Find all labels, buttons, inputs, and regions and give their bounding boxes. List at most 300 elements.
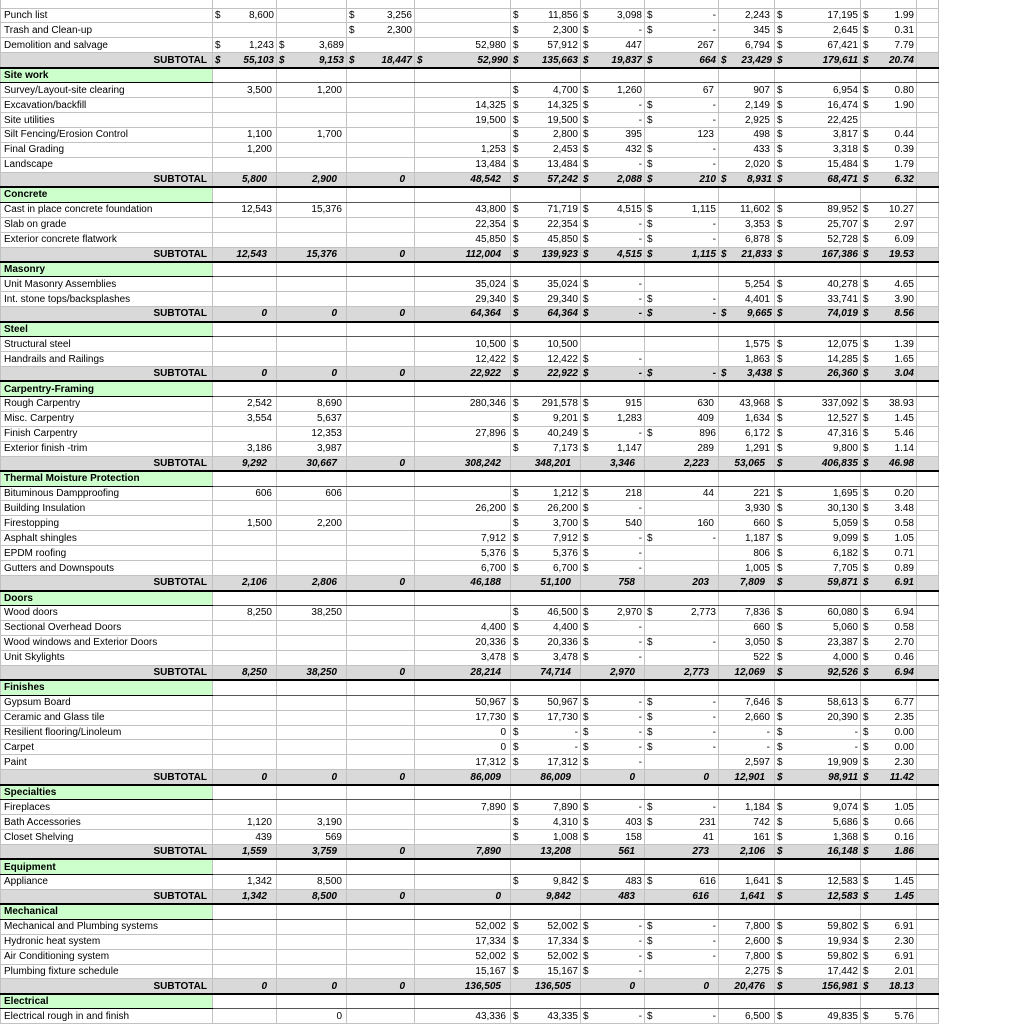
empty-cell[interactable] — [917, 800, 939, 815]
cell[interactable] — [775, 38, 861, 53]
cell[interactable] — [511, 98, 581, 113]
cell[interactable] — [775, 98, 861, 113]
cell[interactable] — [775, 411, 861, 426]
cell[interactable]: 43,800 — [415, 202, 511, 217]
cell[interactable] — [861, 38, 917, 53]
cell[interactable] — [415, 411, 511, 426]
subtotal-cell[interactable] — [861, 845, 917, 860]
section-header-label[interactable]: Concrete — [1, 187, 213, 202]
empty-cell[interactable] — [917, 815, 939, 830]
cell[interactable] — [775, 83, 861, 98]
cell[interactable]: 409 — [645, 411, 719, 426]
subtotal-cell[interactable] — [415, 53, 511, 68]
cell[interactable] — [213, 949, 277, 964]
cell[interactable] — [415, 8, 511, 23]
cell[interactable] — [581, 277, 645, 292]
cell[interactable] — [581, 874, 645, 889]
cell[interactable]: 606 — [213, 486, 277, 501]
cell[interactable] — [277, 187, 347, 202]
cell[interactable] — [213, 8, 277, 23]
empty-cell[interactable] — [917, 322, 939, 337]
cell[interactable] — [511, 755, 581, 770]
empty-cell[interactable] — [917, 83, 939, 98]
empty-cell[interactable] — [917, 665, 939, 680]
subtotal-cell[interactable]: 136,505 — [415, 979, 511, 994]
cell[interactable] — [213, 1009, 277, 1024]
cell[interactable] — [511, 695, 581, 710]
cell[interactable] — [277, 23, 347, 38]
empty-cell[interactable] — [917, 426, 939, 441]
cell[interactable]: 7,912 — [415, 531, 511, 546]
cell[interactable] — [347, 426, 415, 441]
empty-cell[interactable] — [917, 217, 939, 232]
cell[interactable]: 38,250 — [277, 606, 347, 621]
cell[interactable]: 345 — [719, 23, 775, 38]
cell[interactable]: 1,500 — [213, 516, 277, 531]
cell[interactable] — [581, 232, 645, 247]
cell[interactable] — [775, 859, 861, 874]
empty-cell[interactable] — [917, 561, 939, 576]
cell[interactable] — [277, 217, 347, 232]
cell[interactable] — [415, 994, 511, 1009]
row-label[interactable]: Site utilities — [1, 113, 213, 128]
cell[interactable] — [861, 994, 917, 1009]
cell[interactable] — [347, 98, 415, 113]
cell[interactable] — [861, 531, 917, 546]
cell[interactable] — [775, 322, 861, 337]
cell[interactable] — [775, 919, 861, 934]
cell[interactable] — [511, 934, 581, 949]
cell[interactable]: 267 — [645, 38, 719, 53]
cell[interactable]: 3,930 — [719, 501, 775, 516]
cell[interactable] — [645, 23, 719, 38]
row-label[interactable]: Building Insulation — [1, 501, 213, 516]
subtotal-cell[interactable] — [347, 53, 415, 68]
cell[interactable]: 29,340 — [415, 292, 511, 307]
cell[interactable] — [277, 232, 347, 247]
cell[interactable] — [581, 292, 645, 307]
cell[interactable]: 6,878 — [719, 232, 775, 247]
cell[interactable]: 522 — [719, 650, 775, 665]
subtotal-cell[interactable] — [861, 665, 917, 680]
cell[interactable] — [347, 620, 415, 635]
cell[interactable]: 0 — [415, 725, 511, 740]
cell[interactable] — [511, 859, 581, 874]
cell[interactable]: 1,200 — [213, 142, 277, 157]
subtotal-cell[interactable]: 30,667 — [277, 456, 347, 471]
cell[interactable] — [861, 0, 917, 8]
cell[interactable] — [347, 710, 415, 725]
cell[interactable] — [213, 23, 277, 38]
cell[interactable]: 14,325 — [415, 98, 511, 113]
cell[interactable] — [277, 591, 347, 606]
cell[interactable] — [511, 38, 581, 53]
cell[interactable] — [347, 292, 415, 307]
cell[interactable] — [277, 157, 347, 172]
subtotal-cell[interactable]: 0 — [415, 889, 511, 904]
cell[interactable]: 630 — [645, 396, 719, 411]
cell[interactable] — [775, 1009, 861, 1024]
subtotal-cell[interactable]: 8,500 — [277, 889, 347, 904]
cell[interactable] — [277, 277, 347, 292]
empty-cell[interactable] — [917, 516, 939, 531]
cell[interactable] — [213, 755, 277, 770]
row-label[interactable]: Exterior concrete flatwork — [1, 232, 213, 247]
cell[interactable] — [511, 800, 581, 815]
cell[interactable] — [415, 591, 511, 606]
cell[interactable] — [213, 337, 277, 352]
cell[interactable] — [719, 994, 775, 1009]
cell[interactable] — [775, 635, 861, 650]
cell[interactable] — [347, 23, 415, 38]
cell[interactable] — [861, 620, 917, 635]
subtotal-cell[interactable] — [719, 307, 775, 322]
cell[interactable]: 1,100 — [213, 128, 277, 143]
cell[interactable] — [581, 441, 645, 456]
cell[interactable] — [645, 620, 719, 635]
cell[interactable] — [775, 800, 861, 815]
cell[interactable] — [645, 859, 719, 874]
cell[interactable] — [347, 68, 415, 83]
cell[interactable] — [277, 262, 347, 277]
cell[interactable] — [511, 874, 581, 889]
cell[interactable]: 3,554 — [213, 411, 277, 426]
cell[interactable] — [581, 859, 645, 874]
cell[interactable] — [645, 964, 719, 979]
empty-cell[interactable] — [917, 68, 939, 83]
cell[interactable] — [277, 949, 347, 964]
row-label[interactable]: Excavation/backfill — [1, 98, 213, 113]
cell[interactable] — [581, 815, 645, 830]
cell[interactable] — [347, 650, 415, 665]
cell[interactable] — [213, 232, 277, 247]
empty-cell[interactable] — [917, 949, 939, 964]
cell[interactable] — [277, 561, 347, 576]
cell[interactable] — [415, 83, 511, 98]
row-label[interactable]: Misc. Carpentry — [1, 411, 213, 426]
cell[interactable]: 221 — [719, 486, 775, 501]
cell[interactable] — [861, 113, 917, 128]
row-label[interactable] — [1, 0, 213, 8]
cell[interactable] — [347, 38, 415, 53]
cell[interactable] — [719, 187, 775, 202]
cell[interactable]: 52,002 — [415, 919, 511, 934]
cell[interactable] — [347, 635, 415, 650]
cell[interactable] — [213, 919, 277, 934]
empty-cell[interactable] — [917, 680, 939, 695]
empty-cell[interactable] — [917, 98, 939, 113]
subtotal-cell[interactable]: 0 — [347, 979, 415, 994]
row-label[interactable]: Structural steel — [1, 337, 213, 352]
empty-cell[interactable] — [917, 23, 939, 38]
row-label[interactable]: Appliance — [1, 874, 213, 889]
cell[interactable] — [347, 591, 415, 606]
empty-cell[interactable] — [917, 576, 939, 591]
empty-cell[interactable] — [917, 172, 939, 187]
cell[interactable]: 7,836 — [719, 606, 775, 621]
cell[interactable] — [581, 128, 645, 143]
cell[interactable]: 1,342 — [213, 874, 277, 889]
empty-cell[interactable] — [917, 934, 939, 949]
empty-cell[interactable] — [917, 157, 939, 172]
row-label[interactable]: Final Grading — [1, 142, 213, 157]
subtotal-label[interactable]: SUBTOTAL — [1, 456, 213, 471]
cell[interactable] — [213, 800, 277, 815]
empty-cell[interactable] — [917, 919, 939, 934]
subtotal-cell[interactable] — [511, 172, 581, 187]
cell[interactable]: 1,187 — [719, 531, 775, 546]
cell[interactable] — [415, 187, 511, 202]
cell[interactable] — [347, 964, 415, 979]
cell[interactable]: 6,500 — [719, 1009, 775, 1024]
cell[interactable]: 1,120 — [213, 815, 277, 830]
subtotal-cell[interactable]: 86,009 — [415, 770, 511, 785]
cell[interactable] — [511, 815, 581, 830]
subtotal-cell[interactable]: 8,250 — [213, 665, 277, 680]
empty-cell[interactable] — [917, 367, 939, 382]
cell[interactable] — [581, 516, 645, 531]
cell[interactable] — [581, 98, 645, 113]
subtotal-cell[interactable]: 2,900 — [277, 172, 347, 187]
cell[interactable] — [645, 635, 719, 650]
subtotal-cell[interactable]: 1,559 — [213, 845, 277, 860]
cell[interactable] — [347, 322, 415, 337]
cell[interactable] — [861, 202, 917, 217]
cell[interactable] — [861, 232, 917, 247]
subtotal-cell[interactable] — [861, 770, 917, 785]
cell[interactable]: 2,597 — [719, 755, 775, 770]
cell[interactable]: 2,660 — [719, 710, 775, 725]
cell[interactable] — [511, 919, 581, 934]
row-label[interactable]: Electrical rough in and finish — [1, 1009, 213, 1024]
cell[interactable] — [511, 337, 581, 352]
subtotal-label[interactable]: SUBTOTAL — [1, 53, 213, 68]
cell[interactable] — [581, 202, 645, 217]
cell[interactable] — [213, 680, 277, 695]
cell[interactable] — [645, 113, 719, 128]
subtotal-cell[interactable]: 0 — [347, 770, 415, 785]
empty-cell[interactable] — [917, 979, 939, 994]
empty-cell[interactable] — [917, 187, 939, 202]
cell[interactable] — [861, 874, 917, 889]
cell[interactable] — [415, 471, 511, 486]
empty-cell[interactable] — [917, 352, 939, 367]
cell[interactable] — [277, 800, 347, 815]
cell[interactable] — [277, 650, 347, 665]
row-label[interactable]: Demolition and salvage — [1, 38, 213, 53]
subtotal-cell[interactable] — [511, 367, 581, 382]
cell[interactable] — [645, 994, 719, 1009]
cell[interactable] — [775, 815, 861, 830]
subtotal-cell[interactable] — [581, 307, 645, 322]
cell[interactable] — [645, 874, 719, 889]
cell[interactable] — [511, 471, 581, 486]
cell[interactable] — [581, 187, 645, 202]
cell[interactable] — [511, 486, 581, 501]
empty-cell[interactable] — [917, 964, 939, 979]
cell[interactable] — [645, 710, 719, 725]
cell[interactable] — [581, 411, 645, 426]
cell[interactable] — [775, 546, 861, 561]
cell[interactable] — [645, 501, 719, 516]
cell[interactable] — [719, 381, 775, 396]
row-label[interactable]: Silt Fencing/Erosion Control — [1, 128, 213, 143]
empty-cell[interactable] — [917, 53, 939, 68]
row-label[interactable]: Punch list — [1, 8, 213, 23]
cell[interactable] — [511, 740, 581, 755]
cell[interactable] — [511, 904, 581, 919]
cell[interactable] — [511, 531, 581, 546]
cell[interactable] — [277, 292, 347, 307]
cell[interactable] — [277, 471, 347, 486]
cell[interactable] — [213, 994, 277, 1009]
cell[interactable] — [347, 695, 415, 710]
cell[interactable] — [347, 128, 415, 143]
cell[interactable] — [861, 561, 917, 576]
cell[interactable] — [415, 381, 511, 396]
cell[interactable] — [775, 710, 861, 725]
empty-cell[interactable] — [917, 0, 939, 8]
cell[interactable]: 1,005 — [719, 561, 775, 576]
subtotal-cell[interactable]: 48,542 — [415, 172, 511, 187]
subtotal-cell[interactable] — [775, 367, 861, 382]
subtotal-cell[interactable]: 13,208 — [511, 845, 581, 860]
empty-cell[interactable] — [917, 396, 939, 411]
cell[interactable]: 7,800 — [719, 949, 775, 964]
cell[interactable] — [861, 710, 917, 725]
cell[interactable] — [277, 755, 347, 770]
subtotal-cell[interactable]: 0 — [347, 367, 415, 382]
subtotal-cell[interactable]: 86,009 — [511, 770, 581, 785]
cell[interactable] — [511, 322, 581, 337]
row-label[interactable]: Trash and Clean-up — [1, 23, 213, 38]
subtotal-cell[interactable]: 46,188 — [415, 576, 511, 591]
row-label[interactable]: Wood doors — [1, 606, 213, 621]
empty-cell[interactable] — [917, 591, 939, 606]
cell[interactable] — [581, 0, 645, 8]
cell[interactable] — [347, 142, 415, 157]
cell[interactable] — [775, 262, 861, 277]
subtotal-cell[interactable] — [213, 53, 277, 68]
subtotal-cell[interactable] — [775, 456, 861, 471]
cell[interactable] — [511, 949, 581, 964]
subtotal-cell[interactable] — [775, 845, 861, 860]
cell[interactable] — [581, 994, 645, 1009]
subtotal-label[interactable]: SUBTOTAL — [1, 576, 213, 591]
subtotal-cell[interactable]: 483 — [581, 889, 645, 904]
cell[interactable] — [347, 501, 415, 516]
cell[interactable] — [213, 934, 277, 949]
subtotal-cell[interactable] — [581, 367, 645, 382]
cell[interactable] — [347, 396, 415, 411]
subtotal-cell[interactable]: 12,543 — [213, 247, 277, 262]
cell[interactable] — [347, 337, 415, 352]
cell[interactable]: 11,602 — [719, 202, 775, 217]
cell[interactable] — [277, 546, 347, 561]
cell[interactable] — [645, 755, 719, 770]
cell[interactable] — [775, 337, 861, 352]
cell[interactable]: 1,641 — [719, 874, 775, 889]
cell[interactable]: 20,336 — [415, 635, 511, 650]
cell[interactable] — [861, 949, 917, 964]
cell[interactable]: 1,634 — [719, 411, 775, 426]
cell[interactable] — [861, 800, 917, 815]
cell[interactable] — [775, 606, 861, 621]
empty-cell[interactable] — [917, 874, 939, 889]
subtotal-cell[interactable] — [775, 665, 861, 680]
section-header-label[interactable]: Equipment — [1, 859, 213, 874]
subtotal-cell[interactable]: 561 — [581, 845, 645, 860]
subtotal-cell[interactable] — [581, 53, 645, 68]
subtotal-cell[interactable]: 2,106 — [719, 845, 775, 860]
row-label[interactable]: Resilient flooring/Linoleum — [1, 725, 213, 740]
cell[interactable] — [861, 262, 917, 277]
cell[interactable] — [277, 501, 347, 516]
cell[interactable] — [581, 83, 645, 98]
cell[interactable] — [861, 725, 917, 740]
cell[interactable] — [511, 785, 581, 800]
subtotal-cell[interactable]: 0 — [347, 172, 415, 187]
cell[interactable] — [511, 994, 581, 1009]
subtotal-cell[interactable]: 0 — [347, 665, 415, 680]
cell[interactable] — [719, 785, 775, 800]
cell[interactable]: 43,968 — [719, 396, 775, 411]
subtotal-cell[interactable]: 74,714 — [511, 665, 581, 680]
empty-cell[interactable] — [917, 546, 939, 561]
cell[interactable] — [775, 113, 861, 128]
empty-cell[interactable] — [917, 277, 939, 292]
subtotal-cell[interactable] — [861, 247, 917, 262]
cell[interactable] — [775, 142, 861, 157]
cell[interactable] — [861, 591, 917, 606]
cell[interactable] — [511, 113, 581, 128]
cell[interactable] — [277, 680, 347, 695]
row-label[interactable]: Exterior finish -trim — [1, 441, 213, 456]
cell[interactable] — [347, 232, 415, 247]
row-label[interactable]: EPDM roofing — [1, 546, 213, 561]
subtotal-cell[interactable]: 0 — [277, 307, 347, 322]
subtotal-cell[interactable] — [861, 979, 917, 994]
cell[interactable]: 2,925 — [719, 113, 775, 128]
cell[interactable] — [347, 262, 415, 277]
cell[interactable] — [213, 381, 277, 396]
cell[interactable] — [861, 337, 917, 352]
cell[interactable] — [645, 740, 719, 755]
cell[interactable] — [861, 23, 917, 38]
cell[interactable] — [347, 531, 415, 546]
cell[interactable]: 660 — [719, 516, 775, 531]
cell[interactable]: 12,353 — [277, 426, 347, 441]
cell[interactable] — [277, 0, 347, 8]
cell[interactable] — [511, 128, 581, 143]
subtotal-cell[interactable]: 0 — [347, 889, 415, 904]
cell[interactable] — [415, 262, 511, 277]
cell[interactable] — [645, 142, 719, 157]
empty-cell[interactable] — [917, 232, 939, 247]
cell[interactable]: 17,334 — [415, 934, 511, 949]
subtotal-cell[interactable] — [861, 889, 917, 904]
cell[interactable] — [861, 411, 917, 426]
cell[interactable]: 289 — [645, 441, 719, 456]
cell[interactable] — [581, 8, 645, 23]
subtotal-cell[interactable]: 38,250 — [277, 665, 347, 680]
cell[interactable] — [645, 187, 719, 202]
cell[interactable]: 498 — [719, 128, 775, 143]
subtotal-label[interactable]: SUBTOTAL — [1, 889, 213, 904]
subtotal-cell[interactable] — [775, 979, 861, 994]
cell[interactable] — [511, 501, 581, 516]
cell[interactable] — [861, 755, 917, 770]
